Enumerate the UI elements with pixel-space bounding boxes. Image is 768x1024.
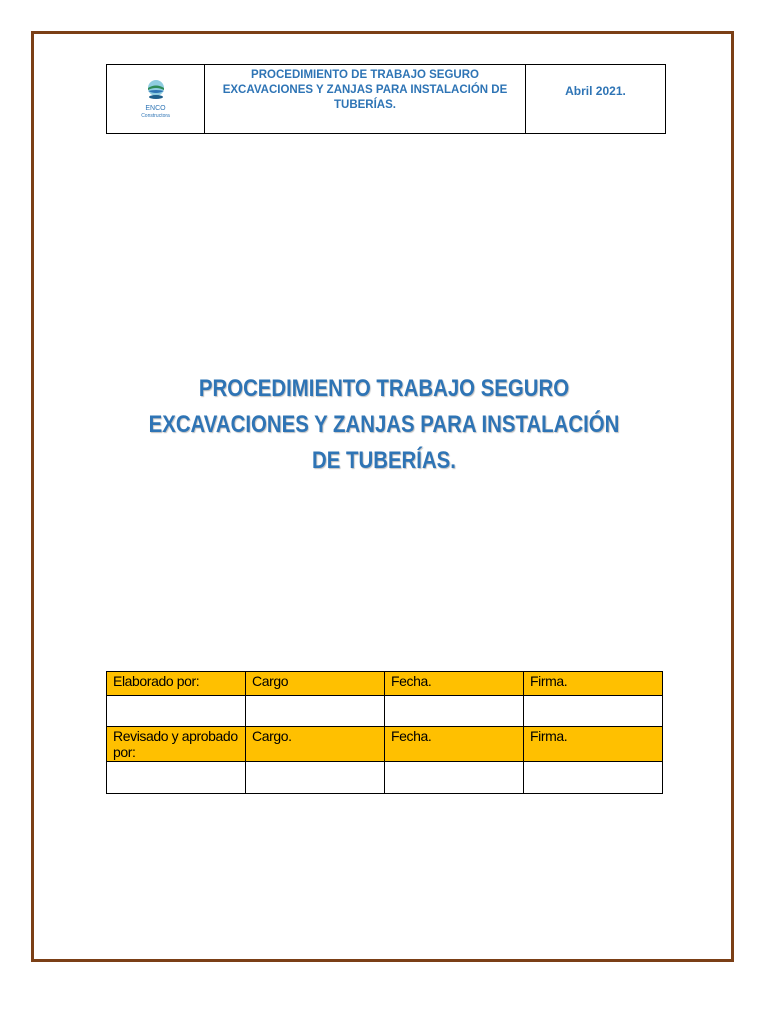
logo-name: ENCO xyxy=(145,105,166,112)
document-title-line-3: DE TUBERÍAS. xyxy=(312,447,456,474)
document-title-line-1: PROCEDIMIENTO TRABAJO SEGURO xyxy=(198,375,570,402)
approval-table xyxy=(106,671,663,794)
table-row xyxy=(107,727,663,762)
logo-tagline: Constructora xyxy=(141,113,170,119)
header-title-cell xyxy=(205,65,526,134)
company-logo xyxy=(141,80,170,119)
firma-cell-2 xyxy=(524,762,663,794)
cargo-header-2: Cargo. xyxy=(246,727,385,762)
fecha-header-2: Fecha. xyxy=(385,727,524,762)
fecha-cell-2 xyxy=(385,762,524,794)
firma-header: Firma. xyxy=(524,672,663,696)
elaborado-por-cell xyxy=(107,696,246,727)
elaborado-por-header: Elaborado por: xyxy=(107,672,246,696)
logo-emblem-icon xyxy=(145,80,167,100)
fecha-cell xyxy=(385,696,524,727)
header-date-cell xyxy=(526,65,666,134)
firma-header-2: Firma. xyxy=(524,727,663,762)
revisado-aprobado-header: Revisado y aprobado por: xyxy=(107,727,246,762)
cargo-header: Cargo xyxy=(246,672,385,696)
header-date: Abril 2021. xyxy=(565,84,626,98)
firma-cell xyxy=(524,696,663,727)
table-row xyxy=(107,672,663,696)
fecha-header: Fecha. xyxy=(385,672,524,696)
document-title-line-2: EXCAVACIONES Y ZANJAS PARA INSTALACIÓN xyxy=(148,411,620,438)
document-header xyxy=(106,64,666,134)
page-border xyxy=(31,31,734,962)
document-title xyxy=(143,371,626,479)
cargo-cell-2 xyxy=(246,762,385,794)
cargo-cell xyxy=(246,696,385,727)
header-title: PROCEDIMIENTO DE TRABAJO SEGURO EXCAVACIONES Y ZANJAS PARA INSTALACIÓN DE TUBERÍAS. xyxy=(222,68,508,111)
revisado-aprobado-cell xyxy=(107,762,246,794)
logo-cell xyxy=(107,65,205,134)
table-row xyxy=(107,762,663,794)
table-row xyxy=(107,696,663,727)
